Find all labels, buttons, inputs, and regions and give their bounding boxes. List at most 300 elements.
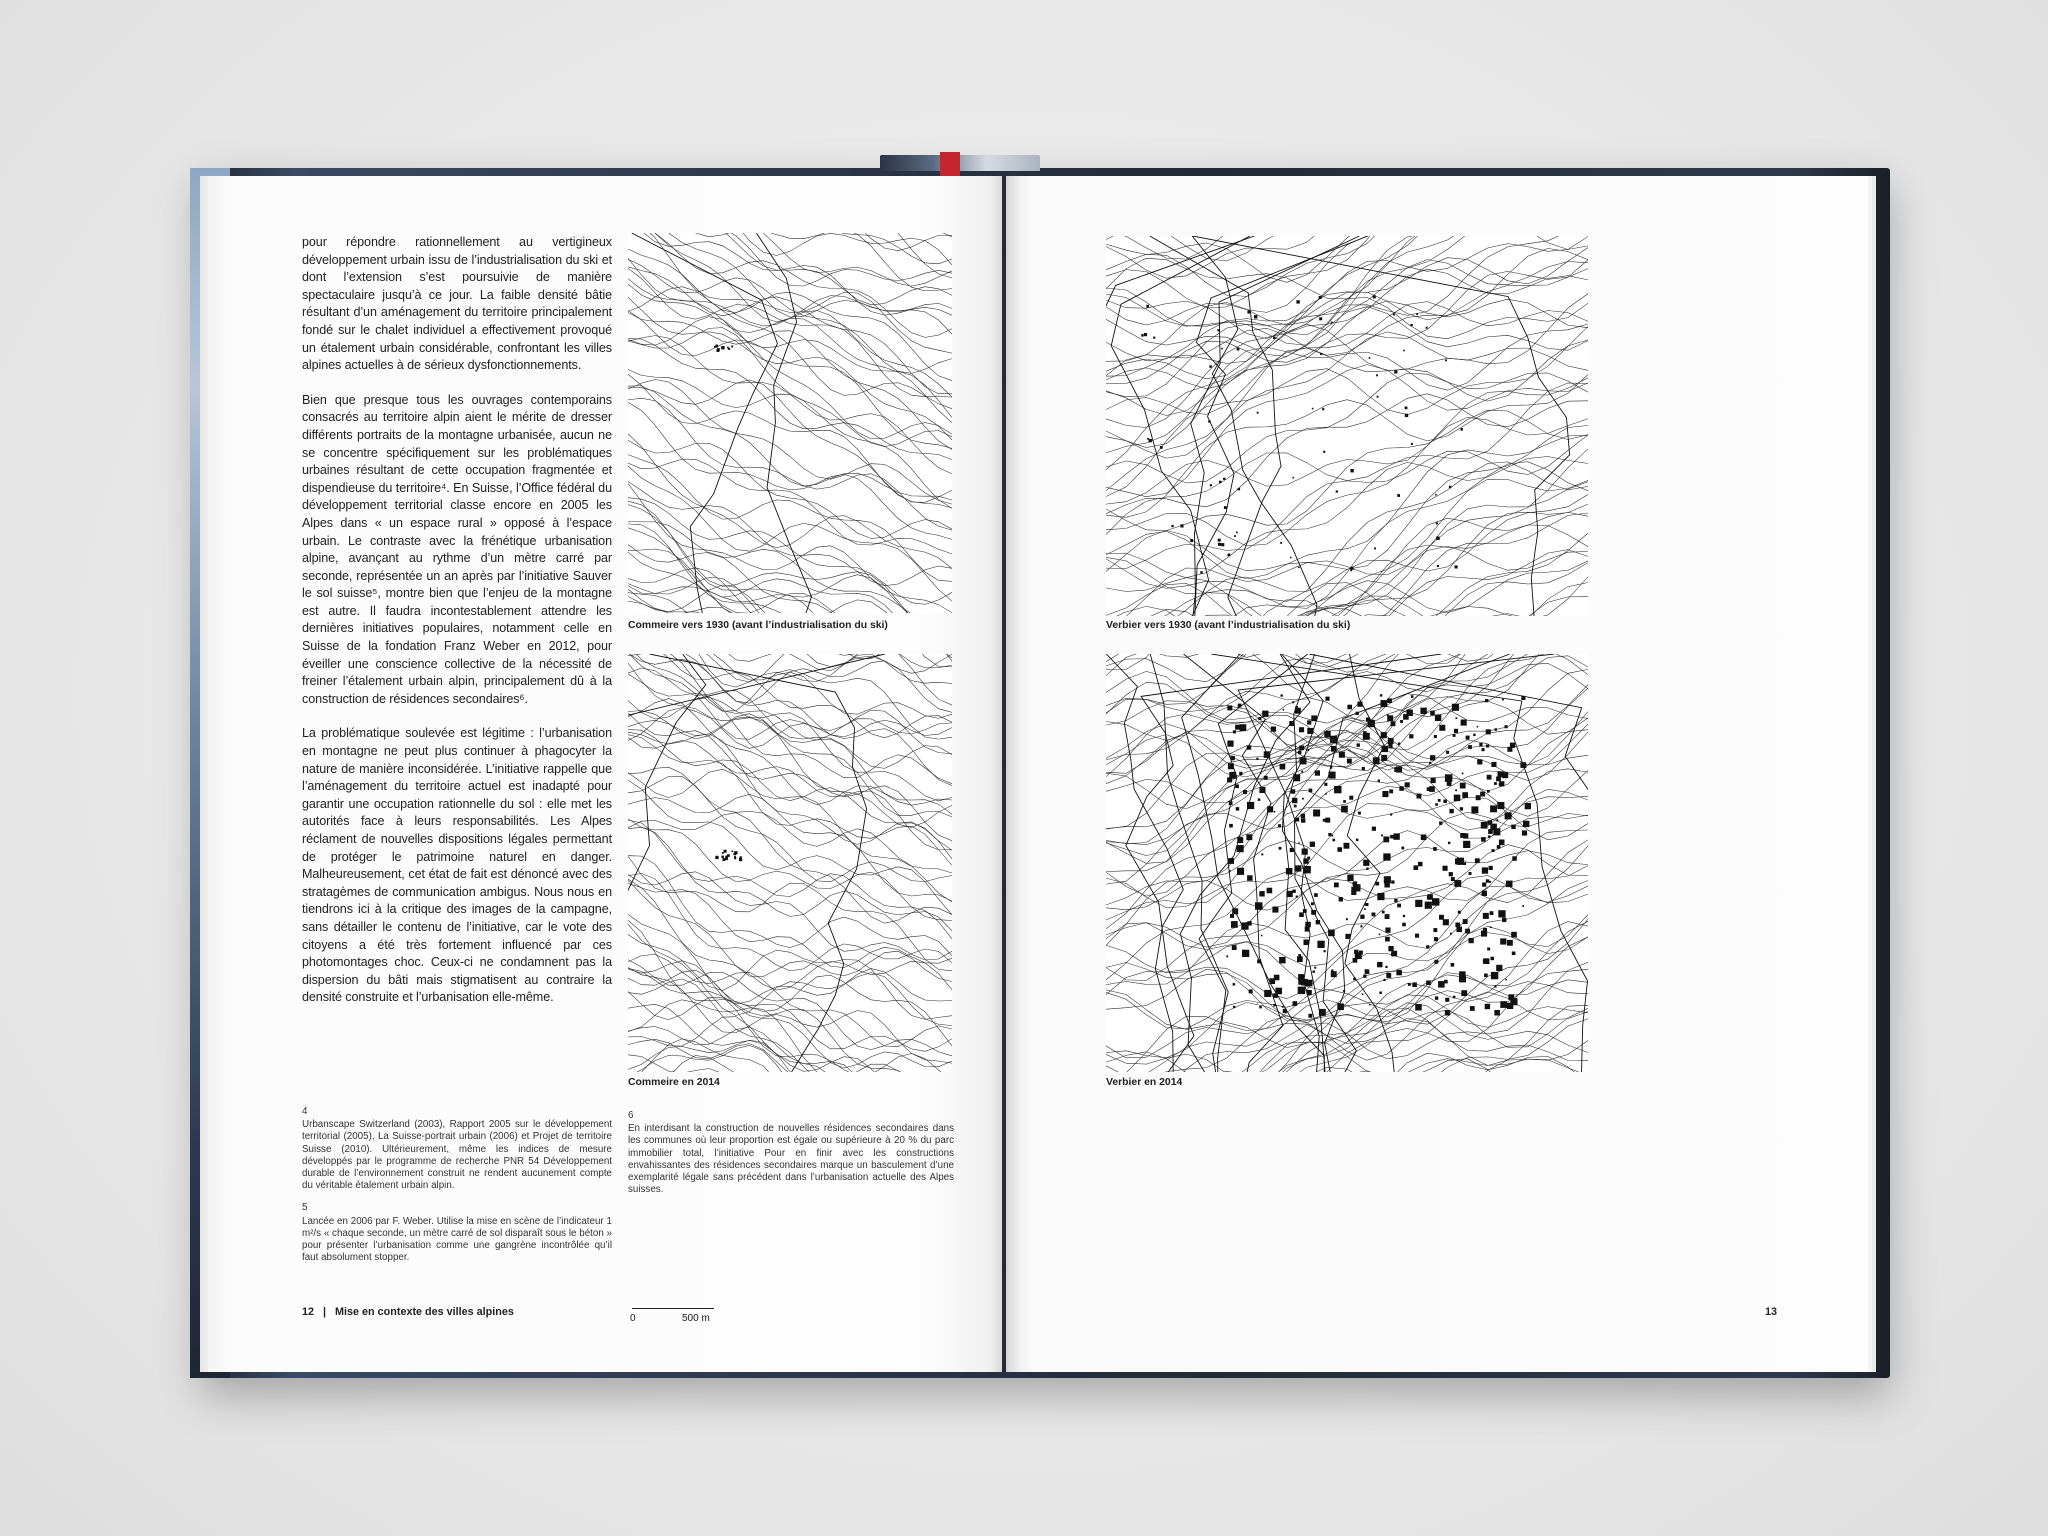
building-mark [1496,965,1502,971]
building-mark [1483,913,1489,919]
ribbon-bookmark [940,152,960,176]
building-mark [1375,882,1379,886]
building-mark [1511,825,1515,829]
building-mark [1363,860,1369,866]
building-mark [1254,315,1257,318]
building-mark [1307,749,1309,751]
building-mark [1379,992,1382,995]
building-mark [1402,923,1406,927]
footnote-5 [302,1202,612,1264]
contour-line [628,287,952,409]
building-mark [1278,824,1281,827]
building-mark [1336,490,1338,492]
building-mark [1459,979,1462,982]
building-mark [1141,334,1144,337]
building-mark [1436,537,1440,541]
scale-line [632,1308,714,1309]
building-mark [1237,845,1244,852]
building-mark [1233,730,1236,733]
building-mark [1227,705,1232,710]
contour-line [628,459,952,554]
building-mark [1337,847,1342,852]
building-mark [1369,1004,1371,1006]
building-mark [1217,329,1219,331]
building-mark [1228,763,1234,769]
building-mark [723,858,726,861]
building-mark [1293,477,1295,479]
building-mark [1491,762,1496,767]
building-mark [1447,781,1452,786]
building-mark [1397,904,1401,908]
building-mark [1308,1014,1312,1018]
building-mark [1312,408,1314,410]
building-mark [1485,1004,1490,1009]
building-mark [1372,827,1376,831]
contour-line [1106,462,1588,601]
footnote-text: Urbanscape Switzerland (2003), Rapport 2005 sur le développement territorial (2005), La Suisse-portrait urbain (2006) et Projet de territoire Suisse (2010). Ultérieurement, même les indices de mesure développés par le programme de recherche PNR 54 Développement durable de l’environnement construit ne rendent aucunement compte du véritable étalement urbain alpin. [302,1119,612,1192]
building-mark [1325,697,1329,701]
building-mark [1378,780,1380,782]
building-mark [1415,900,1422,907]
building-mark [1383,837,1389,843]
building-mark [1492,849,1495,852]
building-mark [1289,721,1294,726]
building-mark [724,850,727,853]
contour-line [628,738,952,850]
building-mark [1299,912,1304,917]
building-mark [1502,699,1504,701]
contour-line [1106,375,1588,518]
contour-line [628,545,952,614]
contour-line [1106,394,1588,514]
building-mark [1382,791,1388,797]
paragraph-3: La problématique soulevée est légitime : l’urbanisation en montagne ne peut plus continuer à phagocyter la nature de manière inconsidérée. L’initiative rappelle que l’aménagement du territoire actuel est inadapté pour garantir une occupation rationnelle du sol : elle met les autorités face à leurs responsabilités. Les Alpes réclament de nouvelles dispositions légales permettant de protéger le patrimoine naturel en danger. Malheureusement, cet état de fait est dénoncé avec des stratagèmes de communication ambigus. Nous nous en tiendrons ici à la critique des images de la campagne, sans détailler le contenu de l’initiative, car le vote des citoyens a été très fortement influencé par ces photomontages choc. Ceux-ci ne condamnent pas la dispersion du bâti mais stigmatisent au contraire la densité construite et l’urbanisation elle-même. [302,726,612,1005]
contour-line [1106,236,1588,278]
building-mark [1373,757,1380,764]
building-mark [1235,725,1240,730]
building-mark [1469,938,1474,943]
building-mark [1311,910,1316,915]
building-mark [1291,789,1296,794]
building-mark [1459,971,1466,978]
contour-line [1106,512,1588,616]
contour-line [1106,712,1588,856]
building-mark [1368,720,1375,727]
contour-line [628,336,952,474]
building-mark [1377,893,1384,900]
scale-max-label: 500 m [682,1313,710,1324]
caption-verbier-2014: Verbier en 2014 [1106,1077,1183,1088]
building-mark [1401,847,1404,850]
contour-line [1106,669,1588,828]
building-mark [1294,805,1297,808]
building-mark [1280,764,1286,770]
building-mark [1236,532,1238,534]
building-mark [1471,806,1478,813]
building-mark [1505,725,1508,728]
building-mark [1417,794,1422,799]
building-mark [1298,987,1306,995]
building-mark [1449,872,1453,876]
building-mark [1484,958,1490,964]
building-mark [1438,799,1441,802]
building-mark [1247,311,1250,314]
building-mark [1408,983,1411,986]
building-mark [1153,337,1155,339]
building-mark [1432,898,1439,905]
building-mark [1317,941,1324,948]
building-mark [1383,853,1390,860]
building-mark [734,858,736,860]
building-mark [1393,314,1395,316]
building-mark [1455,858,1461,864]
building-mark [1283,1009,1287,1013]
contour-line [628,522,952,613]
building-mark [1403,350,1405,352]
building-mark [1499,783,1502,786]
building-mark [1439,821,1442,824]
building-mark [1337,1003,1344,1010]
building-mark [1410,324,1412,326]
building-mark [1149,439,1152,442]
building-mark [1329,772,1336,779]
building-mark [1357,702,1362,707]
contour-line [1106,866,1588,995]
map-commeire-1930 [628,233,952,613]
contour-line [1106,479,1588,616]
contour-line [1106,922,1588,1072]
contour-line [628,708,952,828]
building-mark [1385,966,1387,968]
building-mark [1274,975,1280,981]
building-mark [731,346,733,348]
contour-line [628,1004,952,1072]
building-mark [1365,903,1367,905]
building-mark [1301,814,1305,818]
building-mark [1510,743,1515,748]
building-mark [1333,839,1336,842]
building-mark [717,349,720,352]
building-mark [1339,897,1343,901]
building-mark [1257,412,1259,414]
building-mark [1290,848,1294,852]
contour-line [628,233,952,251]
contour-line [1106,365,1588,497]
contour-line [1106,840,1588,981]
building-mark [1262,711,1268,717]
page-number-right: 13 [1765,1306,1778,1318]
building-mark [1300,758,1307,765]
building-mark [1328,833,1331,836]
building-mark [1511,932,1517,938]
building-mark [1435,996,1438,999]
building-mark [1385,937,1390,942]
building-mark [1267,806,1273,812]
building-mark [1396,766,1402,772]
building-mark [1446,751,1449,754]
building-mark [1496,819,1498,821]
building-mark [734,851,737,854]
contour-line [1106,260,1588,379]
building-mark [1363,733,1370,740]
contour-line [1106,383,1588,535]
building-mark [1294,774,1296,776]
building-mark [1391,953,1394,956]
contour-line [628,552,952,613]
building-mark [1282,1006,1284,1008]
contour-line [628,884,952,991]
building-mark [1350,570,1352,572]
building-mark [1388,946,1393,951]
building-mark [1292,890,1295,893]
contour-line [1106,436,1588,579]
building-mark [1358,812,1361,815]
building-mark [1362,767,1365,770]
contour-line [628,874,952,971]
footnotes-left [302,1106,612,1274]
building-mark [1525,803,1531,809]
building-mark [1505,812,1512,819]
building-mark [1439,725,1445,731]
building-mark [1391,880,1394,883]
building-mark [1411,695,1414,698]
building-mark [1298,751,1302,755]
contour-line [628,674,952,784]
building-mark [1292,701,1294,703]
contour-line [628,380,952,505]
building-mark [1398,743,1400,745]
building-mark [1259,787,1265,793]
building-mark [1411,443,1413,445]
building-mark [1363,975,1366,978]
scale-zero-label: 0 [630,1313,636,1324]
building-mark [1302,798,1304,800]
building-mark [1512,952,1516,956]
building-mark [1436,522,1438,524]
building-mark [1489,866,1493,870]
building-mark [1486,745,1489,748]
building-mark [1297,956,1303,962]
building-mark [1296,896,1298,898]
building-mark [1324,783,1327,786]
folio-left [302,1306,514,1318]
contour-line [628,233,952,237]
contour-line [628,370,952,509]
building-mark [1470,1006,1475,1011]
building-mark [1465,929,1470,934]
building-mark [1521,696,1525,700]
building-mark [1450,933,1452,935]
contour-line [628,1056,952,1073]
building-mark [1296,300,1299,303]
footnote-6 [628,1110,954,1196]
contour-line [628,455,952,582]
building-mark [1356,839,1359,842]
building-mark [1522,830,1527,835]
building-mark [1405,407,1408,410]
building-mark [1433,928,1437,932]
building-mark [1455,789,1457,791]
building-mark [1457,927,1463,933]
footnotes-middle [628,1110,954,1206]
building-mark [1322,408,1324,410]
building-mark [1435,803,1438,806]
building-mark [1396,970,1402,976]
building-mark [1309,789,1313,793]
building-mark [1496,777,1501,782]
building-mark [1307,728,1313,734]
building-mark [1494,1010,1500,1016]
building-mark [1477,726,1479,728]
contour-line [1106,378,1588,504]
contour-line [628,601,952,613]
building-mark [1445,774,1453,782]
building-mark [1500,1001,1507,1008]
contour-line [628,249,952,381]
building-mark [715,856,718,859]
building-mark [1257,959,1261,963]
building-mark [1367,971,1370,974]
building-mark [1388,744,1392,748]
contour-line [628,979,952,1072]
building-mark [1299,727,1304,732]
building-mark [1304,940,1310,946]
building-mark [1495,728,1498,731]
building-mark [1230,914,1234,918]
building-mark [1376,374,1378,376]
map-verbier-1930 [1106,236,1588,616]
building-mark [1487,775,1492,780]
contour-line [628,992,952,1073]
building-mark [1292,798,1297,803]
building-mark [1443,866,1448,871]
building-mark [1383,979,1385,981]
building-mark [1273,1004,1275,1006]
footnote-number: 4 [302,1106,308,1117]
road-line [628,654,706,1072]
building-mark [1435,715,1441,721]
building-mark [1314,893,1318,897]
building-mark [1255,902,1263,910]
scale-bar [628,1308,714,1322]
building-mark [1209,365,1212,368]
road-line [1150,654,1228,1072]
building-mark [1481,931,1487,937]
building-mark [1271,727,1276,732]
contour-line [628,233,952,278]
building-mark [1236,807,1240,811]
building-mark [1243,790,1247,794]
building-mark [1279,847,1282,850]
building-mark [1476,795,1481,800]
building-mark [1377,962,1382,967]
building-mark [1507,940,1513,946]
building-mark [1305,922,1311,928]
building-mark [1397,494,1400,497]
building-mark [1385,914,1390,919]
page-number-left: 12 [302,1306,315,1318]
building-mark [1463,919,1468,924]
building-mark [1228,554,1231,557]
building-mark [1190,539,1193,542]
building-mark [1298,974,1304,980]
building-mark [1324,950,1326,952]
building-mark [1490,911,1494,915]
building-mark [1494,986,1496,988]
building-mark [1208,420,1210,422]
building-mark [1420,708,1426,714]
building-mark [1238,704,1242,708]
building-mark [1381,732,1387,738]
building-mark [715,345,718,348]
contour-line [1106,504,1588,616]
building-mark [1487,790,1490,793]
building-mark [1454,795,1461,802]
building-mark [1272,907,1278,913]
building-mark [1421,835,1427,841]
building-mark [1344,843,1350,849]
building-mark [1319,317,1322,320]
building-mark [1463,841,1470,848]
footnote-text: En interdisant la construction de nouvelles résidences secondaires dans les communes où leur proportion est égale ou supérieure à 20 % du parc immobilier total, l’initiative Pour en finir avec les constructions envahissantes des résidences secondaires marque un basculement d’une exemplarité légale sans précédent dans l’urbanisation actuelle des Alpes suisses. [628,1123,954,1196]
building-mark [1232,945,1237,950]
building-mark [1463,833,1468,838]
contour-line [1106,426,1588,572]
footnote-number: 5 [302,1202,308,1214]
map-verbier-2014 [1106,654,1588,1072]
building-mark [1390,814,1392,816]
building-mark [1382,746,1389,753]
building-mark [1325,818,1330,823]
contour-line [628,568,952,613]
building-mark [1351,887,1354,890]
building-mark [1273,337,1276,340]
building-mark [1237,837,1243,843]
building-mark [1310,842,1315,847]
building-mark [1232,908,1238,914]
building-mark [1357,743,1360,746]
building-mark [1200,571,1202,573]
building-mark [1491,972,1498,979]
contour-line [1106,846,1588,985]
building-mark [1389,789,1393,793]
building-mark [1415,1004,1422,1011]
building-mark [1331,971,1337,977]
building-mark [1461,990,1467,996]
building-mark [1307,990,1312,995]
building-mark [1286,868,1293,875]
building-mark [1330,736,1337,743]
building-mark [1449,809,1453,813]
contour-line [1106,236,1588,308]
building-mark [1391,721,1396,726]
contour-line [1106,1019,1588,1072]
building-mark [1311,715,1317,721]
building-mark [1453,734,1456,737]
building-mark [1319,1009,1326,1016]
building-mark [1331,746,1337,752]
building-mark [1279,957,1286,964]
building-mark [1369,357,1371,359]
paragraph-2: Bien que presque tous les ouvrages contemporains consacrés au territoire alpin aient le mérite de dresser différents portraits de la montagne urbanisée, aucun ne se concentre spécifiquement sur les problématiques urbaines résultant de cette occupation fragmentée et dispendieuse du territoire⁴. En Suisse, l’Office fédéral du développement territorial classe encore en 2005 les Alpes dans « un espace rural » opposé à l’espace urbain. Le contraste avec la frénétique urbanisation alpine, avançant au rythme d’un mètre carré par seconde, représentée un an après par l’initiative Sauver le sol suisse⁵, montre bien que l’enjeu de la montagne est autre. Il faudra incontestablement attendre les dernières initiatives populaires, notamment celle en Suisse de la fondation Franz Weber en 2012, pour éveiller une conscience collective de la nécessité de freiner l’étalement urbain alpin, principalement dû à la construction de résidences secondaires⁶. [302,392,612,706]
building-mark [1405,414,1408,417]
contour-line [1106,236,1588,259]
building-mark [1307,720,1311,724]
contour-line [628,820,952,939]
building-mark [1523,821,1529,827]
contour-line [1106,297,1588,427]
contour-line [1106,236,1588,282]
